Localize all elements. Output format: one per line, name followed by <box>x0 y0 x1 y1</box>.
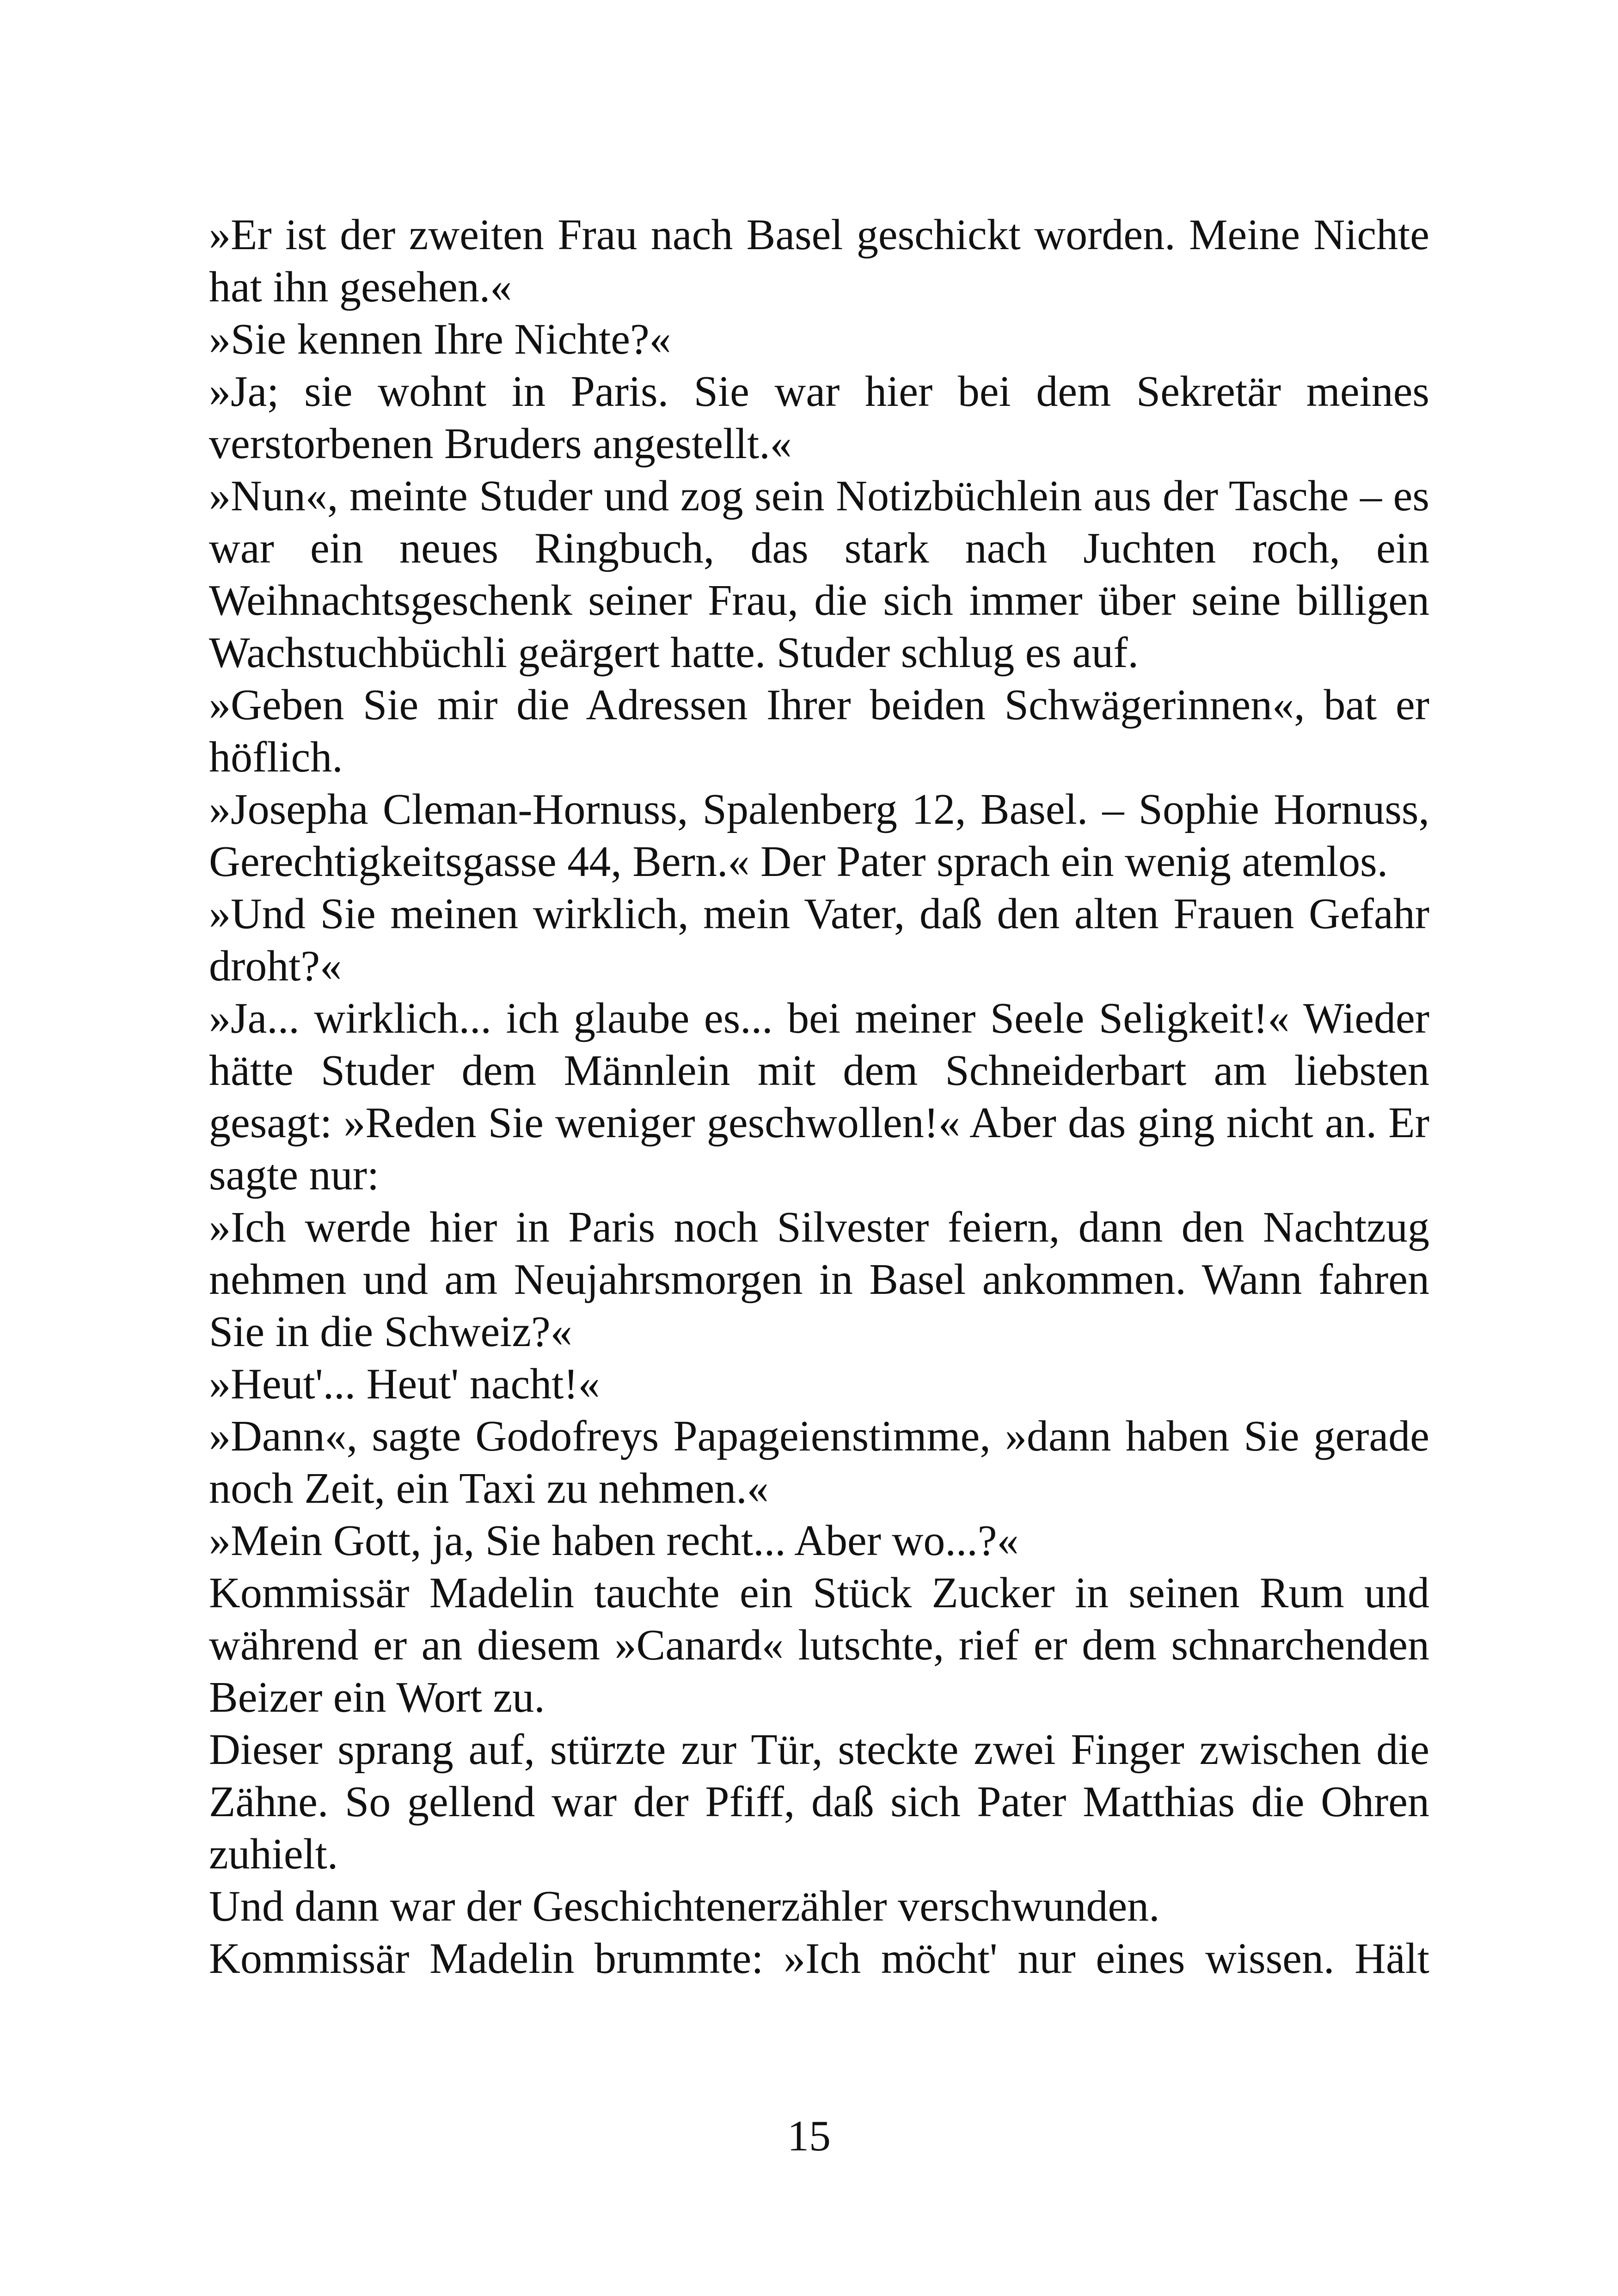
paragraph: Dieser sprang auf, stürzte zur Tür, steckte zwei Finger zwischen die Zähne. So gellend war der Pfiff, daß sich Pater Matthias die Ohren zuhielt. <box>209 1726 1429 1878</box>
page-number: 15 <box>787 2112 831 2160</box>
paragraph: »Mein Gott, ja, Sie haben recht... Aber wo...?« <box>209 1517 1019 1565</box>
paragraph: »Ja; sie wohnt in Paris. Sie war hier bei dem Sekretär meines verstorbenen Bruders angestellt.« <box>209 367 1429 468</box>
paragraph: Kommissär Madelin tauchte ein Stück Zucker in seinen Rum und während er an diesem »Canard« lutschte, rief er dem schnarchenden Beizer ein Wort zu. <box>209 1569 1429 1721</box>
paragraph: »Josepha Cleman-Hornuss, Spalenberg 12, Basel. – Sophie Hornuss, Gerechtigkeitsgasse 44, Bern.« Der Pater sprach ein wenig atemlos. <box>209 785 1429 886</box>
paragraph: »Heut'... Heut' nacht!« <box>209 1360 600 1408</box>
paragraph: Kommissär Madelin brummte: »Ich möcht' nur eines wissen. Hält <box>209 1935 1429 1983</box>
body-text <box>209 209 1429 1985</box>
paragraph: »Sie kennen Ihre Nichte?« <box>209 315 671 363</box>
paragraph: »Ich werde hier in Paris noch Silvester feiern, dann den Nachtzug nehmen und am Neujahrsmorgen in Basel ankommen. Wann fahren Sie in die Schweiz?« <box>209 1203 1429 1356</box>
paragraph: »Ja... wirklich... ich glaube es... bei meiner Seele Seligkeit!« Wieder hätte Studer dem Männlein mit dem Schneiderbart am liebsten gesagt: »Reden Sie weniger geschwollen!« Aber das ging nicht an. Er sagte nur: <box>209 994 1429 1199</box>
paragraph: »Nun«, meinte Studer und zog sein Notizbüchlein aus der Tasche – es war ein neues Ringbuch, das stark nach Juchten roch, ein Weihnachtsgeschenk seiner Frau, die sich immer über seine billigen Wachstuchbüchli geärgert hatte. Studer schlug es auf. <box>209 472 1429 677</box>
paragraph: »Geben Sie mir die Adressen Ihrer beiden Schwägerinnen«, bat er höflich. <box>209 681 1429 781</box>
paragraph: »Dann«, sagte Godofreys Papageienstimme, »dann haben Sie gerade noch Zeit, ein Taxi zu nehmen.« <box>209 1412 1429 1512</box>
paragraph: »Und Sie meinen wirklich, mein Vater, daß den alten Frauen Gefahr droht?« <box>209 890 1429 990</box>
paragraph: Und dann war der Geschichtenerzähler verschwunden. <box>209 1882 1160 1930</box>
paragraph: »Er ist der zweiten Frau nach Basel geschickt worden. Meine Nichte hat ihn gesehen.« <box>209 211 1429 311</box>
